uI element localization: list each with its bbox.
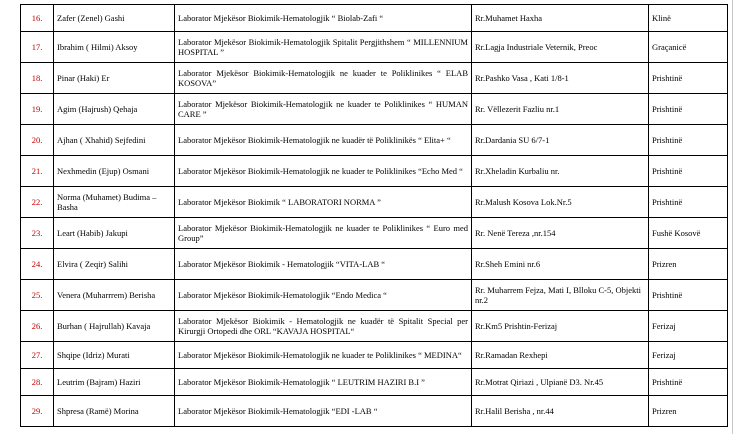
row-number: 21. [21, 156, 54, 187]
row-number: 22. [21, 187, 54, 218]
laboratory-name: Laborator Mjekësor Biokimik-Hematologjik ne kuader te Poliklinikes “ MEDINA“ [175, 342, 472, 369]
table-row [21, 311, 728, 342]
city: Prizren [649, 396, 728, 427]
laboratory-register-table [20, 4, 728, 427]
row-number: 19. [21, 94, 54, 125]
address: Rr. Nenë Tereza ,nr.154 [472, 218, 649, 249]
row-number: 24. [21, 249, 54, 280]
address: Rr. Vëllezerit Fazliu nr.1 [472, 94, 649, 125]
laboratory-name: Laborator Mjekësor Biokimik-Hematologjik Spitalit Pergjithshem “ MILLENNIUM HOSPITAL ” [175, 32, 472, 63]
city: Prishtinë [649, 280, 728, 311]
city: Graçanicë [649, 32, 728, 63]
row-number: 20. [21, 125, 54, 156]
row-number: 27. [21, 342, 54, 369]
city: Fushë Kosovë [649, 218, 728, 249]
row-number: 16. [21, 5, 54, 32]
city: Prishtinë [649, 187, 728, 218]
row-number: 25. [21, 280, 54, 311]
table-row [21, 63, 728, 94]
table-row [21, 369, 728, 396]
address: Rr.Lagja Industriale Veternik, Preoc [472, 32, 649, 63]
person-name: Venera (Muharrrem) Berisha [54, 280, 175, 311]
person-name: Shpresa (Ramë) Morina [54, 396, 175, 427]
city: Prishtinë [649, 94, 728, 125]
person-name: Agim (Hajrush) Qehaja [54, 94, 175, 125]
row-number: 28. [21, 369, 54, 396]
person-name: Norma (Muhamet) Budima – Basha [54, 187, 175, 218]
table-row [21, 218, 728, 249]
city: Prizren [649, 249, 728, 280]
laboratory-name: Laborator Mjekësor Biokimik-Hematologjik “ Biolab-Zafi “ [175, 5, 472, 32]
table-row [21, 32, 728, 63]
address: Rr.Motrat Qiriazi , Ulpianë D3. Nr.45 [472, 369, 649, 396]
table-body [21, 5, 728, 427]
laboratory-name: Laborator Mjekësor Biokimik-Hematologjik “Endo Medica “ [175, 280, 472, 311]
row-number: 18. [21, 63, 54, 94]
address: Rr.Ramadan Rexhepi [472, 342, 649, 369]
address: Rr.Malush Kosova Lok.Nr.5 [472, 187, 649, 218]
city: Ferizaj [649, 342, 728, 369]
laboratory-name: Laborator Mjekësor Biokimik-Hematologjik “EDI -LAB “ [175, 396, 472, 427]
row-number: 26. [21, 311, 54, 342]
city: Prishtinë [649, 63, 728, 94]
table-row [21, 187, 728, 218]
laboratory-name: Laborator Mjekësor Biokimik - Hematologjik ne kuadër të Spitalit Special per Kirurgji Ortopedi dhe ORL “KAVAJA HOSPITAL“ [175, 311, 472, 342]
city: Ferizaj [649, 311, 728, 342]
row-number: 29. [21, 396, 54, 427]
laboratory-name: Laborator Mjekësor Biokimik - Hematologjik “VITA-LAB “ [175, 249, 472, 280]
address: Rr.Dardania SU 6/7-1 [472, 125, 649, 156]
page-edge-divider [732, 0, 733, 434]
address: Rr.Xheladin Kurbaliu nr. [472, 156, 649, 187]
laboratory-name: Laborator Mjekësor Biokimik-Hematologjik ne kuader te Poliklinikes “Echo Med “ [175, 156, 472, 187]
table-row [21, 156, 728, 187]
table-row [21, 396, 728, 427]
table-row [21, 125, 728, 156]
table-row [21, 280, 728, 311]
row-number: 17. [21, 32, 54, 63]
city: Prishtinë [649, 369, 728, 396]
laboratory-name: Laborator Mjekësor Biokimik-Hematologjik ne kuader te Poliklinikes “ Euro med Group” [175, 218, 472, 249]
row-number: 23. [21, 218, 54, 249]
city: Prishtinë [649, 125, 728, 156]
person-name: Elvira ( Zeqir) Salihi [54, 249, 175, 280]
table-row [21, 249, 728, 280]
address: Rr.Pashko Vasa , Kati 1/8-1 [472, 63, 649, 94]
person-name: Leart (Habib) Jakupi [54, 218, 175, 249]
person-name: Nexhmedin (Ejup) Osmani [54, 156, 175, 187]
table-row [21, 5, 728, 32]
table-row [21, 94, 728, 125]
city: Prishtinë [649, 156, 728, 187]
person-name: Shqipe (Idriz) Murati [54, 342, 175, 369]
person-name: Zafer (Zenel) Gashi [54, 5, 175, 32]
laboratory-name: Laborator Mjekësor Biokimik-Hematologjik “ LEUTRIM HAZIRI B.I ” [175, 369, 472, 396]
person-name: Pinar (Haki) Er [54, 63, 175, 94]
person-name: Leutrim (Bajram) Haziri [54, 369, 175, 396]
address: Rr.Sheh Emini nr.6 [472, 249, 649, 280]
laboratory-name: Laborator Mjekësor Biokimik “ LABORATORI NORMA ” [175, 187, 472, 218]
laboratory-name: Laborator Mjekësor Biokimik-Hematologjik ne kuader te Poliklinikes “ HUMAN CARE ” [175, 94, 472, 125]
address: Rr.Muhamet Haxha [472, 5, 649, 32]
person-name: Ajhan ( Xhahid) Sejfedini [54, 125, 175, 156]
person-name: Ibrahim ( Hilmi) Aksoy [54, 32, 175, 63]
address: Rr. Muharrem Fejza, Mati I, Blloku C-5, Objekti nr.2 [472, 280, 649, 311]
table-row [21, 342, 728, 369]
person-name: Burhan ( Hajrullah) Kavaja [54, 311, 175, 342]
laboratory-name: Laborator Mjekësor Biokimik-Hematologjik ne kuader te Poliklinikes “ ELAB KOSOVA” [175, 63, 472, 94]
city: Klinë [649, 5, 728, 32]
address: Rr.Km5 Prishtin-Ferizaj [472, 311, 649, 342]
address: Rr.Halil Berisha , nr.44 [472, 396, 649, 427]
laboratory-name: Laborator Mjekësor Biokimik-Hematologjik ne kuadër të Poliklinikës “ Elita+ “ [175, 125, 472, 156]
